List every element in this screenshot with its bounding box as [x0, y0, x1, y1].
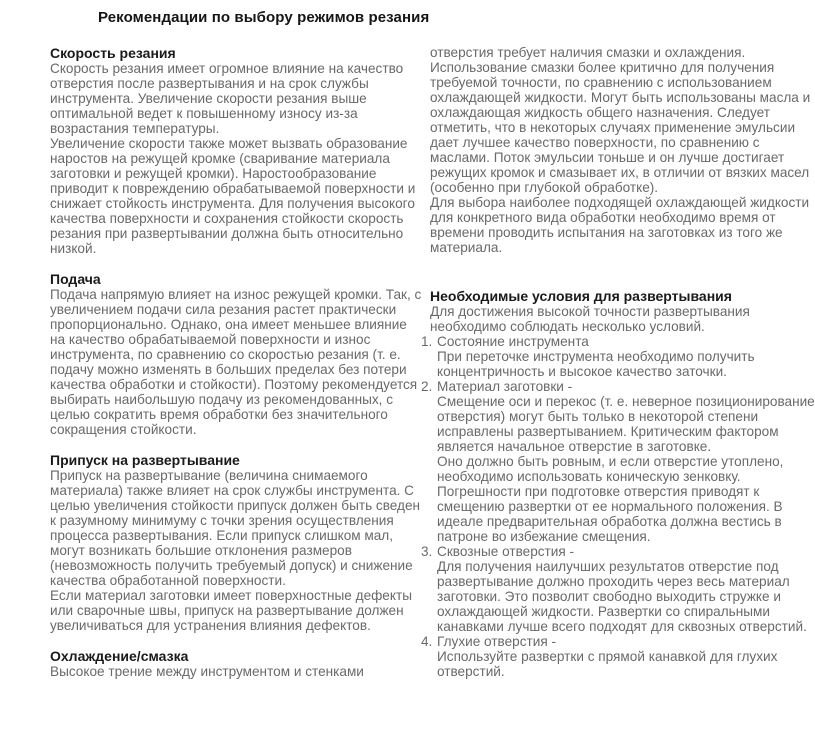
paragraph: Подача напрямую влияет на износ режущей кромки. Так, с увеличением подачи сила резания растет практически пропорционально. Однако, она имеет меньшее влияние на качество обрабатываемой поверхности и износ инструмента, по сравнению со скоростью резания (т. е. подачу можно изменять в больших пределах без потери качества обработки и стойкости). Поэтому рекомендуется выбирать наибольшую подачу из рекомендованных, с целью сократить время обработки без значительного сокращения стойкости.: [50, 287, 422, 437]
section-intro-paragraph: Для достижения высокой точности развертывания необходимо соблюдать несколько условий.: [430, 304, 750, 334]
list-item-paragraph: Используйте развертки с прямой канавкой для глухих отверстий.: [437, 649, 778, 679]
section-heading: Припуск на развертывание: [50, 452, 240, 468]
list-item-body: [437, 334, 815, 379]
list-item: [421, 334, 815, 379]
list-item: [421, 379, 815, 544]
list-item-paragraph: При переточке инструмента необходимо получить концентричность и высокое качество заточки.: [437, 349, 755, 379]
section-heading: Необходимые условия для развертывания: [430, 288, 732, 304]
paragraph: Скорость резания имеет огромное влияние на качество отверстия после развертывания и на срок службы инструмента. Увеличение скорости резания выше оптимальной ведет к повышенному износу из-за возрастания температуры.: [50, 61, 404, 136]
list-item-body: [437, 634, 815, 679]
left-column: [50, 45, 424, 679]
right-column: [421, 45, 815, 679]
list-item-title: Сквозные отверстия -: [437, 544, 575, 559]
section: [50, 648, 424, 679]
paragraph: Припуск на развертывание (величина снимаемого материала) также влияет на срок службы инструмента. С целью увеличения стойкости припуск должен быть сведен к разумному минимуму с точки зрения осуществления процесса развертывания. Если припуск слишком мал, могут возникать большие отклонения размеров (невозможность получить требуемый допуск) и снижение качества обработанной поверхности.: [50, 468, 421, 588]
list-item-title: Состояние инструмента: [437, 334, 589, 349]
paragraph: Если материал заготовки имеет поверхностные дефекты или сварочные швы, припуск на развертывание должен увеличиваться для устранения влияния дефектов.: [50, 588, 412, 633]
list-item-number: 4.: [421, 634, 433, 649]
continued-paragraph: Для выбора наиболее подходящей охлаждающей жидкости для конкретного вида обработки необходимо время от времени проводить испытания на заготовках из того же материала.: [430, 195, 810, 255]
list-item: [421, 544, 815, 634]
list-item-paragraph: Для получения наилучших результатов отверстие под развертывание должно проходить через весь материал заготовки. Это позволит свободно выходить стружке и охлаждающей жидкости. Развертки со спиральными канавками лучше всего подходят для сквозных отверстий.: [437, 559, 807, 634]
list-item-paragraph: Смещение оси и перекос (т. е. неверное позиционирование отверстия) могут быть только в некоторой степени исправлены развертыванием. Критическим фактором является начальное отверстие в заготовке.: [437, 394, 815, 454]
list-item-body: [437, 379, 815, 544]
section-heading: Скорость резания: [50, 45, 176, 61]
list-item-title: Материал заготовки -: [437, 379, 573, 394]
list-item-body: [437, 544, 815, 634]
section: [50, 452, 424, 633]
paragraph: Увеличение скорости также может вызвать образование наростов на режущей кромке (сваривание материала заготовки и режущей кромки). Наростообразование приводит к повреждению обрабатываемой поверхности и снижает стойкость инструмента. Для получения высокого качества поверхности и сохранения стойкости скорость резания при развертывании должна быть относительно низкой.: [50, 136, 416, 256]
list-item-number: 3.: [421, 544, 433, 559]
continued-paragraph: отверстия требует наличия смазки и охлаждения. Использование смазки более критично для получения требуемой точности, по сравнению с использованием охлаждающей жидкости. Могут быть использованы масла и охлаждающая жидкость общего назначения. Следует отметить, что в некоторых случаях применение эмульсии дает лучшее качество поверхности, по сравнению с маслами. Поток эмульсии тоньше и он лучше достигает режущих кромок и смазывает их, в отличии от вязких масел (особенно при глубокой обработке).: [430, 45, 811, 195]
section: [50, 45, 424, 256]
list-item-title: Глухие отверстия -: [437, 634, 557, 649]
section: [50, 271, 424, 437]
section-heading: Охлаждение/смазка: [50, 648, 189, 664]
list-item-number: 1.: [421, 334, 433, 349]
two-column-layout: [50, 45, 815, 679]
paragraph: Высокое трение между инструментом и стенками: [50, 664, 364, 679]
section: [421, 288, 815, 679]
list-item-paragraph: Оно должно быть ровным, и если отверстие утоплено, необходимо использовать коническую зенковку. Погрешности при подготовке отверстия приводят к смещению развертки от ее нормального положения. В идеале предварительная обработка должна вестись в патроне во избежание смещения.: [437, 454, 784, 544]
page-title: Рекомендации по выбору режимов резания: [98, 9, 430, 26]
list-item-number: 2.: [421, 379, 433, 394]
list-item: [421, 634, 815, 679]
section-heading: Подача: [50, 271, 101, 287]
